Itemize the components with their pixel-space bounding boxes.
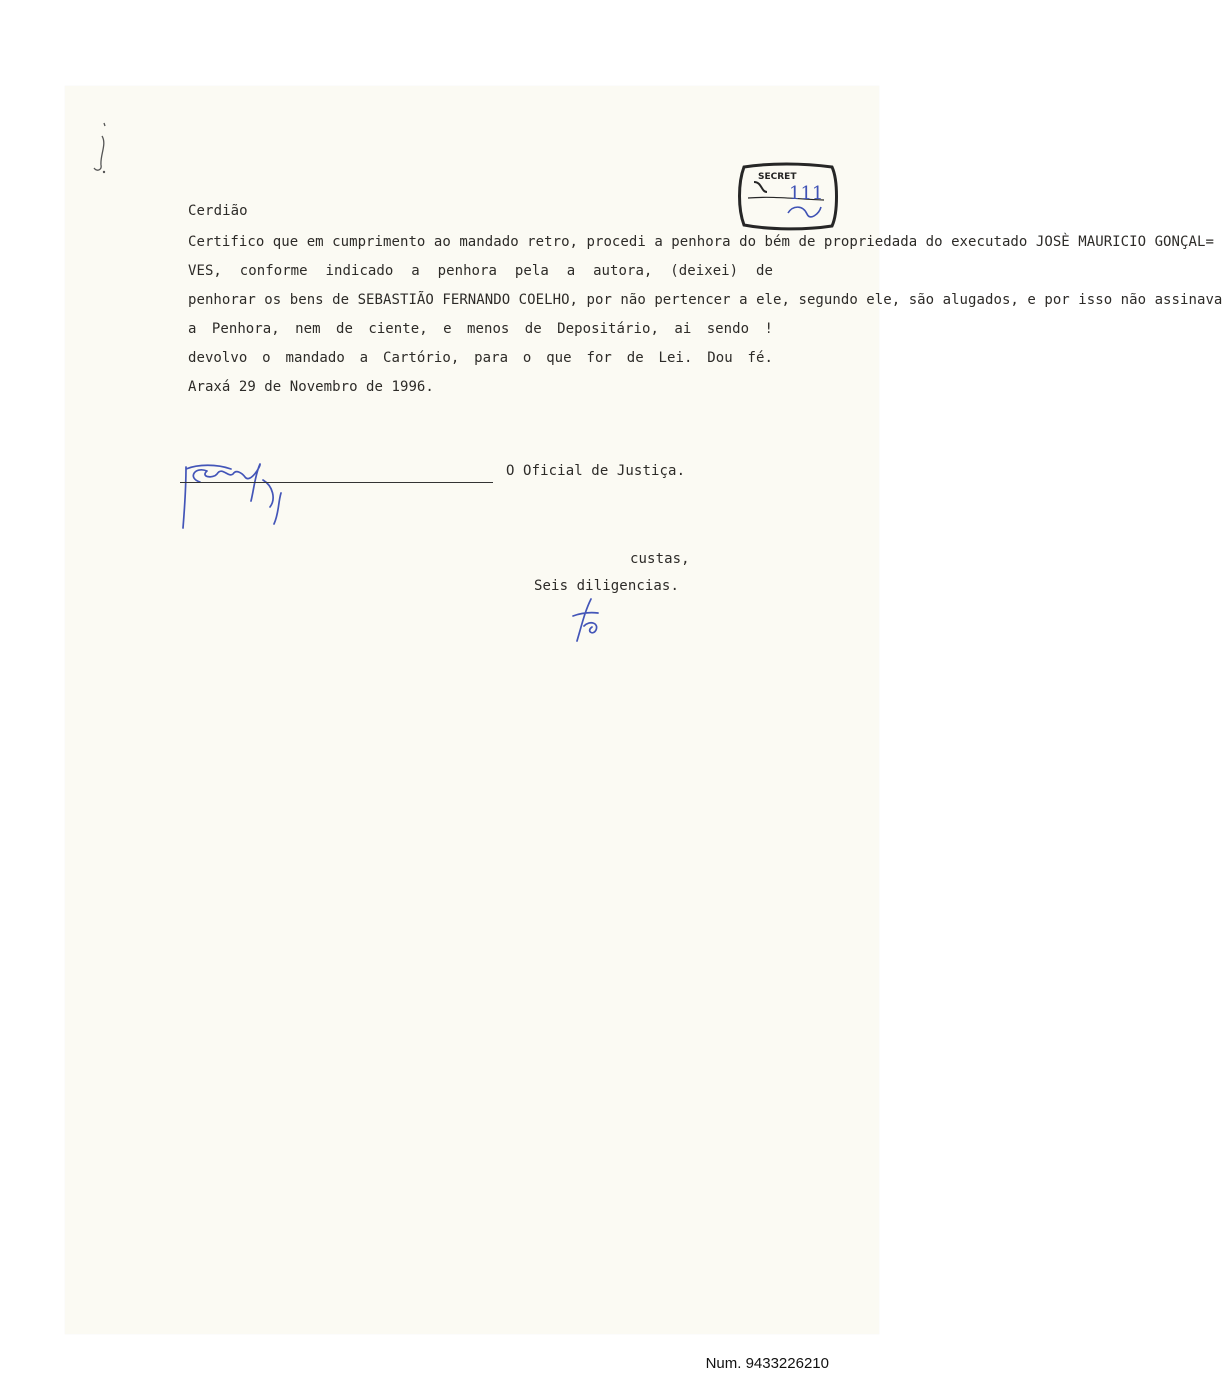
officer-title: O Oficial de Justiça. xyxy=(506,463,686,479)
archive-stamp xyxy=(736,160,840,232)
certificate-line-1: Certifico que em cumprimento ao mandado retro, procedi a penhora do bém de propriedada do executado JOSÈ MAURICIO GONÇAL= xyxy=(188,234,1214,250)
certificate-line-6: Araxá 29 de Novembro de 1996. xyxy=(188,379,434,395)
certificate-line-3: penhorar os bens de SEBASTIÃO FERNANDO COELHO, por não pertencer a ele, segundo ele, são alugados, e por isso não assinava xyxy=(188,292,1222,308)
stamp-handwritten-number: 111 xyxy=(789,183,824,204)
certificate-line-5: devolvo o mandado a Cartório, para o que for de Lei. Dou fé. xyxy=(188,350,773,366)
signature-line xyxy=(180,482,493,483)
handwritten-margin-mark xyxy=(90,120,110,178)
certificate-line-2: VES, conforme indicado a penhora pela a autora, (deixei) de xyxy=(188,263,773,279)
stamp-label: SECRET xyxy=(758,172,797,182)
certificate-title: Cerdião xyxy=(188,203,248,219)
certificate-body xyxy=(188,232,1222,406)
handwritten-initials xyxy=(568,596,606,644)
document-number: Num. 9433226210 xyxy=(705,1355,829,1372)
officer-signature xyxy=(178,449,288,537)
costs-label: custas, xyxy=(630,551,690,567)
certificate-line-4: a Penhora, nem de ciente, e menos de Depositário, ai sendo ! xyxy=(188,321,773,337)
costs-value: Seis diligencias. xyxy=(534,578,679,594)
